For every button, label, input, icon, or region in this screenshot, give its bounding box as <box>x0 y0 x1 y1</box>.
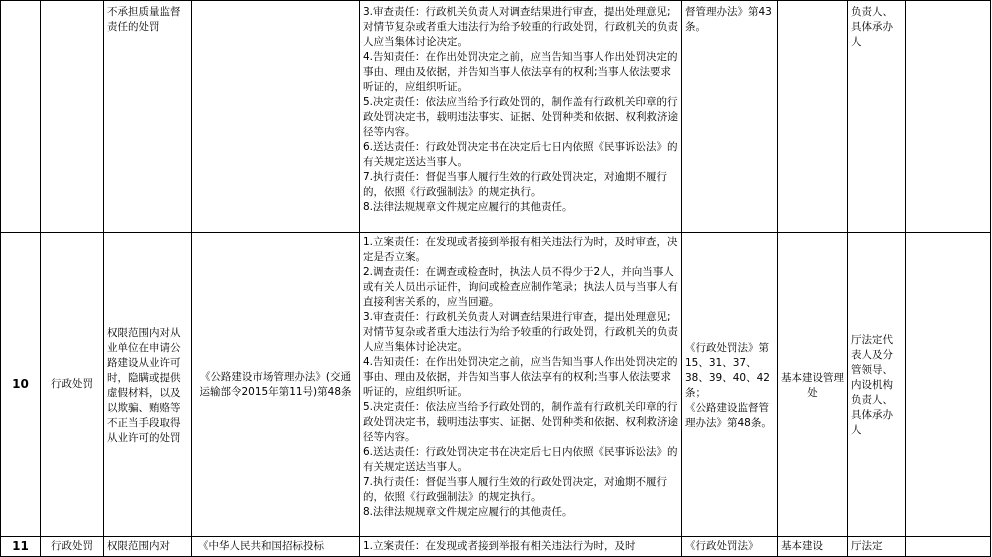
responsibility-item: 8.法律法规规章文件规定应履行的其他责任。 <box>363 506 573 518</box>
department-cell <box>778 1 848 233</box>
responsibility-item: 6.送达责任：行政处罚决定书在决定后七日内依照《民事诉讼法》的有关规定送达当事人。 <box>363 446 678 473</box>
department-cell: 基本建设 <box>778 537 848 557</box>
basis-cell <box>192 233 360 537</box>
responsibility-item: 7.执行责任：督促当事人履行生效的行政处罚决定，对逾期不履行的，依照《行政强制法》的规定执行。 <box>363 476 668 503</box>
responsibility-item: 5.决定责任：依法应当给予行政处罚的，制作盖有行政机关印章的行政处罚决定书，载明违法事实、证据、处罚种类和依据、权利救济途径等内容。 <box>363 96 678 138</box>
responsibility-item: 4.告知责任：在作出处罚决定之前，应当告知当事人作出处罚决定的事由、理由及依据，并告知当事人依法享有的权利;当事人依法要求听证的，应组织听证。 <box>363 51 678 93</box>
department-cell <box>778 233 848 537</box>
responsibility-item: 4.告知责任：在作出处罚决定之前，应当告知当事人作出处罚决定的事由、理由及依据，并告知当事人依法享有的权利;当事人依法要求听证的，应组织听证。 <box>363 356 678 398</box>
responsibility-item: 2.调查责任：在调查或检查时，执法人员不得少于2人，并向当事人或有关人员出示证件，询问或检查应制作笔录；执法人员与当事人有直接利害关系的，应当回避。 <box>363 266 678 308</box>
row-number: 10 <box>1 233 41 537</box>
remarks-cell <box>906 537 991 557</box>
content-cell <box>104 233 192 537</box>
table-row <box>1 537 991 557</box>
table-row <box>1 1 991 233</box>
legal-basis-cell <box>682 233 778 537</box>
responsible-person-text: 负责人、具体承办人 <box>851 6 893 48</box>
content-text: 不承担质量监督责任的处罚 <box>107 6 181 33</box>
responsibility-item: 8.法律法规规章文件规定应履行的其他责任。 <box>363 201 573 213</box>
content-cell <box>104 1 192 233</box>
legal-basis-text: 《行政处罚法》第15、31、37、38、39、40、42条； 《公路建设监督管理办法》第48条。 <box>685 341 772 429</box>
responsibility-item: 3.审查责任：行政机关负责人对调查结果进行审查，提出处理意见;对情节复杂或者重大违法行为给予较重的行政处罚，行政机关的负责人应当集体讨论决定。 <box>363 311 678 353</box>
responsibility-item: 6.送达责任：行政处罚决定书在决定后七日内依照《民事诉讼法》的有关规定送达当事人。 <box>363 141 678 168</box>
category-cell: 行政处罚 <box>41 537 104 557</box>
basis-text: 《公路建设市场管理办法》(交通运输部令2015年第11号)第48条 <box>199 370 352 398</box>
responsibility-item: 1.立案责任：在发现或者接到举报有相关违法行为时，及时 <box>363 540 636 552</box>
remarks-cell <box>906 233 991 537</box>
basis-cell: 《中华人民共和国招标投标 <box>192 537 360 557</box>
category-cell <box>41 1 104 233</box>
responsibility-item: 1.立案责任：在发现或者接到举报有相关违法行为时，及时审查，决定是否立案。 <box>363 236 678 263</box>
legal-basis-text: 督管理办法》第43条。 <box>685 6 772 33</box>
responsible-person-cell <box>848 1 906 233</box>
category-cell: 行政处罚 <box>41 233 104 537</box>
content-cell: 权限范围内对 <box>104 537 192 557</box>
department-text: 基本建设管理处 <box>781 371 844 399</box>
responsibility-cell <box>360 537 682 557</box>
responsibility-item: 3.审查责任：行政机关负责人对调查结果进行审查，提出处理意见;对情节复杂或者重大违法行为给予较重的行政处罚，行政机关的负责人应当集体讨论决定。 <box>363 6 678 48</box>
responsibility-cell <box>360 233 682 537</box>
basis-cell <box>192 1 360 233</box>
content-text: 权限范围内对从业单位在申请公路建设从业许可时，隐瞒或提供虚假材料，以及以欺骗、贿赂等不正当手段取得从业许可的处罚 <box>107 326 181 444</box>
legal-basis-cell <box>682 1 778 233</box>
row-number: 11 <box>1 537 41 557</box>
row-number <box>1 1 41 233</box>
legal-basis-cell: 《行政处罚法》 <box>682 537 778 557</box>
responsibility-cell <box>360 1 682 233</box>
responsibility-item: 7.执行责任：督促当事人履行生效的行政处罚决定，对逾期不履行的，依照《行政强制法》的规定执行。 <box>363 171 668 198</box>
table-row <box>1 233 991 537</box>
responsible-person-cell: 厅法定 <box>848 537 906 557</box>
remarks-cell <box>906 1 991 233</box>
responsible-person-text: 厅法定代表人及分管领导、内设机构负责人、具体承办人 <box>851 334 893 436</box>
responsible-person-cell <box>848 233 906 537</box>
responsibility-item: 5.决定责任：依法应当给予行政处罚的，制作盖有行政机关印章的行政处罚决定书，载明违法事实、证据、处罚种类和依据、权利救济途径等内容。 <box>363 401 678 443</box>
